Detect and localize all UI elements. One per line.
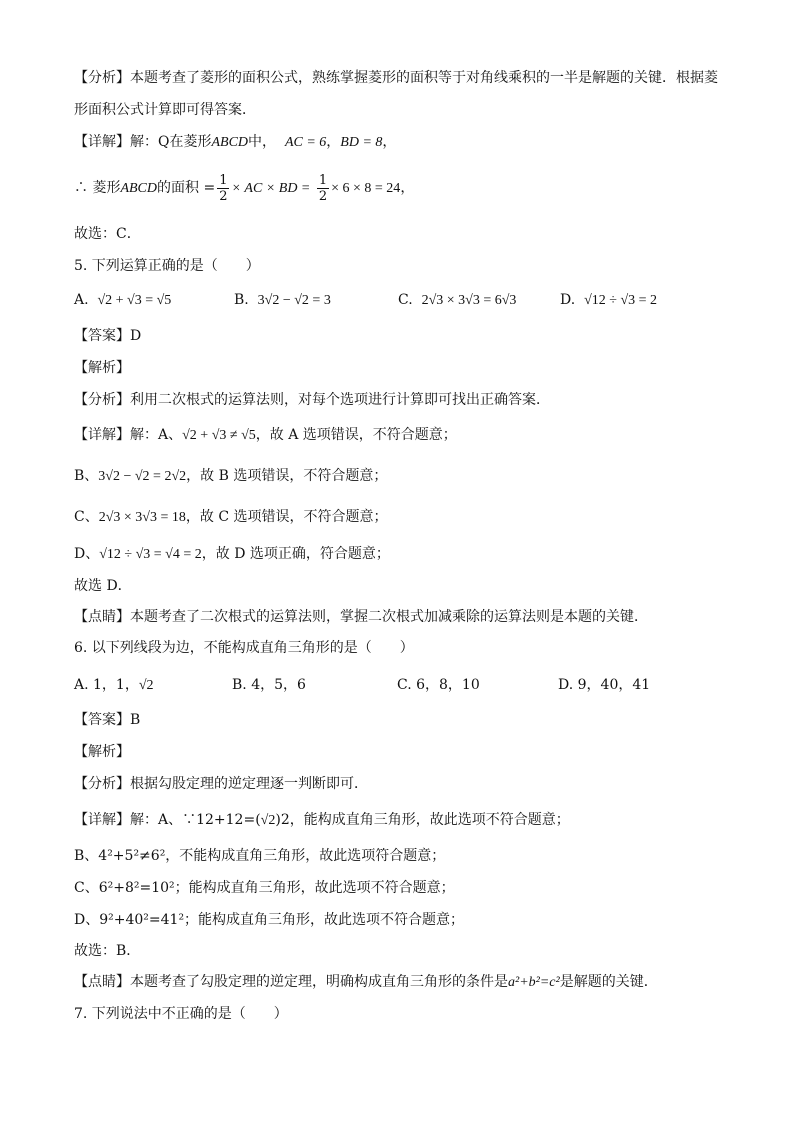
q5-option-a xyxy=(74,290,171,311)
q4-area-end: ， xyxy=(400,180,415,196)
q5-detail-d xyxy=(74,544,390,565)
q6-detail-a-prefix: 【详解】解：A、∵12+12=( xyxy=(74,812,261,828)
q4-area-text: 的面积 xyxy=(157,180,200,196)
detail-c-expr: 2√3 × 3√3 = 18 xyxy=(98,510,186,525)
q4-choice: 故选：C． xyxy=(74,226,141,242)
q4-area-rhombus: ABCD xyxy=(120,181,158,196)
option-d-label: D. xyxy=(560,292,576,308)
option-b-label: B. xyxy=(234,292,249,308)
q6-option-d: D. 9，40，41 xyxy=(558,677,651,693)
detail-d-text: ，故 D 选项正确，符合题意； xyxy=(201,546,390,562)
q4-area-expr: × AC × BD = xyxy=(231,181,311,196)
q4-sep: ， xyxy=(326,134,341,150)
half-fraction-2 xyxy=(317,173,329,204)
detail-a-expr: √2 + √3 ≠ √5 xyxy=(182,428,256,443)
q6-option-a-radical: √2 xyxy=(138,678,154,693)
q4-analysis-line1: 【分析】本题考查了菱形的面积公式，熟练掌握菱形的面积等于对角线乘积的一半是解题的关键．根据菱 xyxy=(74,70,718,86)
q5-detail-c xyxy=(74,507,388,528)
q5-option-c xyxy=(398,290,516,311)
q6-detail-c: C、6²+8²=10²；能构成直角三角形，故此选项不符合题意； xyxy=(74,880,455,896)
q5-comment: 【点睛】本题考查了二次根式的运算法则，掌握二次根式加减乘除的运算法则是本题的关键． xyxy=(74,609,648,625)
pythagorean-formula: a²+b²=c² xyxy=(508,975,560,990)
fraction-denominator-2: 2 xyxy=(318,188,328,204)
q4-detail-text: 在菱形 xyxy=(169,134,212,150)
detail-a-prefix: 【详解】解：A、 xyxy=(74,427,183,443)
q6-detail-a-radical: √2 xyxy=(260,813,276,828)
q5-choice: 故选 D． xyxy=(74,578,132,594)
detail-d-prefix: D、 xyxy=(74,546,100,562)
q4-detail-line xyxy=(74,132,396,153)
q6-answer: 【答案】B xyxy=(74,712,141,728)
q4-area-line xyxy=(74,172,414,205)
detail-a-text: ，故 A 选项错误，不符合题意； xyxy=(255,427,457,443)
q5-jiexi: 【解析】 xyxy=(74,360,130,376)
q7-stem: 7. 下列说法中不正确的是（ ） xyxy=(74,1006,288,1022)
q6-comment xyxy=(74,972,658,993)
fraction-denominator: 2 xyxy=(219,188,228,204)
detail-c-prefix: C、 xyxy=(74,509,99,525)
q4-detail-end: ， xyxy=(382,134,397,150)
option-c-label: C. xyxy=(398,292,413,308)
q5-analysis: 【分析】利用二次根式的运算法则，对每个选项进行计算即可找出正确答案． xyxy=(74,392,550,408)
q6-jiexi: 【解析】 xyxy=(74,744,130,760)
q6-detail-a xyxy=(74,810,570,831)
detail-b-text: ，故 B 选项错误，不符合题意； xyxy=(186,468,388,484)
detail-c-text: ，故 C 选项错误，不符合题意； xyxy=(185,509,388,525)
q4-area-eq: = xyxy=(203,180,216,196)
q6-option-c: C. 6，8，10 xyxy=(397,677,480,693)
q6-option-b: B. 4，5，6 xyxy=(232,677,306,693)
q6-comment-pre: 【点睛】本题考查了勾股定理的逆定理，明确构成直角三角形的条件是 xyxy=(74,974,508,990)
q5-answer: 【答案】D xyxy=(74,328,142,344)
q5-stem: 5. 下列运算正确的是（ ） xyxy=(74,258,260,274)
q4-area-expr2: × 6 × 8 = 24 xyxy=(331,181,401,196)
q6-detail-d: D、9²+40²=41²；能构成直角三角形，故此选项不符合题意； xyxy=(74,912,465,928)
q6-option-a-text: A. 1，1， xyxy=(74,677,139,693)
detail-d-expr: √12 ÷ √3 = √4 = 2 xyxy=(99,547,202,562)
q5-option-d xyxy=(560,290,657,311)
q5-detail-b xyxy=(74,466,387,487)
q6-comment-post: 是解题的关键． xyxy=(559,974,658,990)
q6-detail-a-text: )2，能构成直角三角形，故此选项不符合题意； xyxy=(275,812,570,828)
q6-choice: 故选：B． xyxy=(74,943,141,959)
fraction-numerator: 1 xyxy=(219,172,228,188)
option-a-expr: √2 + √3 = √5 xyxy=(97,293,172,308)
q6-stem: 6. 以下列线段为边，不能构成直角三角形的是（ ） xyxy=(74,640,414,656)
q4-bd-value: BD = 8 xyxy=(340,135,383,150)
q6-option-a xyxy=(74,675,154,696)
option-b-expr: 3√2 − √2 = 3 xyxy=(257,293,331,308)
q6-options xyxy=(74,675,724,697)
q5-options xyxy=(74,290,724,312)
detail-b-expr: 3√2 − √2 = 2√2 xyxy=(98,469,187,484)
q4-detail-mid: 中， xyxy=(248,134,277,150)
option-d-expr: √12 ÷ √3 = 2 xyxy=(584,293,658,308)
q4-area-therefore: ∴ 菱形 xyxy=(74,180,121,196)
q4-analysis-line2: 形面积公式计算即可得答案． xyxy=(74,102,256,118)
option-c-expr: 2√3 × 3√3 = 6√3 xyxy=(421,293,517,308)
q5-detail-a xyxy=(74,425,457,446)
q6-analysis: 【分析】根据勾股定理的逆定理逐一判断即可． xyxy=(74,776,368,792)
q5-option-b xyxy=(234,290,331,311)
q4-ac-value: AC = 6 xyxy=(284,135,327,150)
q4-rhombus-name: ABCD xyxy=(211,135,249,150)
because-symbol: Q xyxy=(158,134,170,150)
half-fraction xyxy=(217,173,229,204)
detail-b-prefix: B、 xyxy=(74,468,99,484)
q4-detail-prefix: 【详解】解： xyxy=(74,134,158,150)
fraction-numerator-2: 1 xyxy=(318,172,328,188)
option-a-label: A. xyxy=(74,292,89,308)
q6-detail-b: B、4²+5²≠6²，不能构成直角三角形，故此选项符合题意； xyxy=(74,848,446,864)
